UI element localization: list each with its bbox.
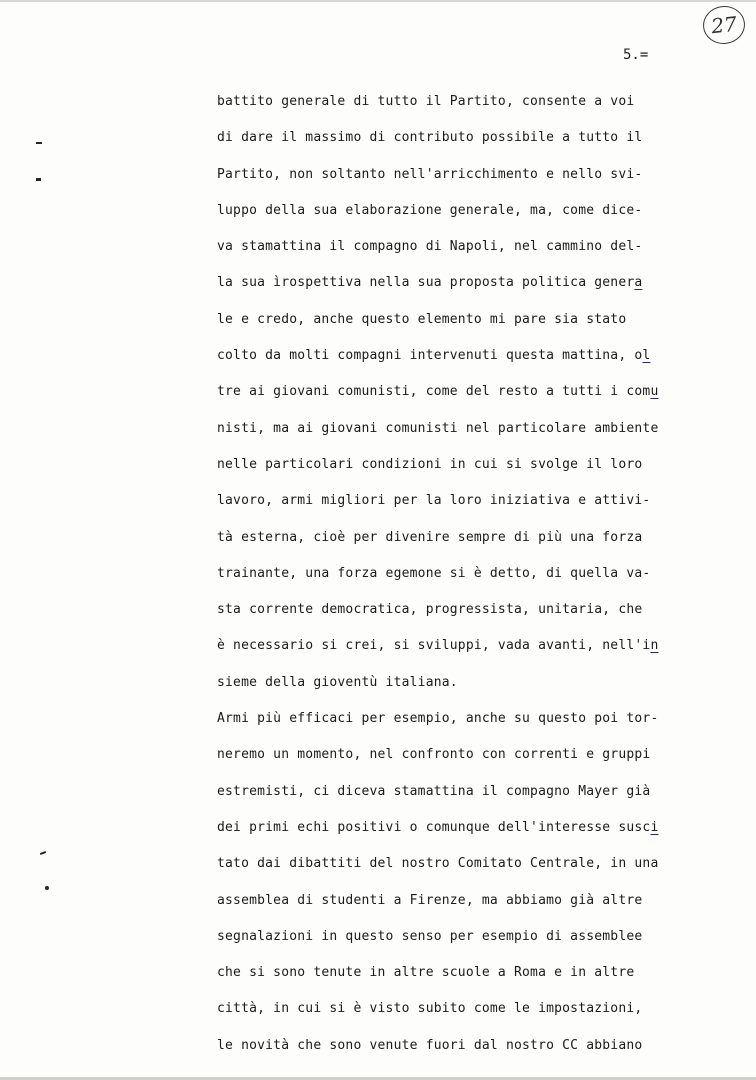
text-line: trainante, una forza egemone si è detto, di quella va- xyxy=(217,565,651,581)
text-line: le e credo, anche questo elemento mi pare sia stato xyxy=(217,311,627,327)
text-line: città, in cui si è visto subito come le impostazioni, xyxy=(217,1001,643,1017)
text-line: va stamattina il compagno di Napoli, nel cammino del- xyxy=(217,239,643,255)
text-line: tato dai dibattiti del nostro Comitato Centrale, in una xyxy=(217,856,659,872)
text-line: lavoro, armi migliori per la loro iniziativa e attivi- xyxy=(217,493,651,509)
text-line: che si sono tenute in altre scuole a Roma e in altre xyxy=(217,965,635,981)
typewritten-body-text xyxy=(217,89,737,1069)
text-line: nelle particolari condizioni in cui si svolge il loro xyxy=(217,456,643,472)
margin-mark xyxy=(40,851,46,855)
underlined-letter: i xyxy=(650,819,659,835)
text-line: assemblea di studenti a Firenze, ma abbiamo già altre xyxy=(217,892,643,908)
text-line: battito generale di tutto il Partito, consente a voi xyxy=(217,94,635,109)
underlined-letter: n xyxy=(650,638,659,654)
text-line: sta corrente democratica, progressista, unitaria, che xyxy=(217,602,643,618)
text-line: di dare il massimo di contributo possibile a tutto il xyxy=(217,130,643,146)
text-line: tre ai giovani comunisti, come del resto a tutti i comu xyxy=(217,384,659,400)
underlined-letter: u xyxy=(650,384,659,400)
margin-mark xyxy=(36,178,41,181)
underlined-letter: a xyxy=(634,275,643,291)
text-line: dei primi echi positivi o comunque dell'interesse susci xyxy=(217,819,659,835)
underlined-letter: l xyxy=(642,348,651,364)
text-line: estremisti, ci diceva stamattina il compagno Mayer già xyxy=(217,783,651,799)
margin-mark xyxy=(45,886,49,890)
text-line: è necessario si crei, si sviluppi, vada avanti, nell'in xyxy=(217,638,659,654)
text-line: sieme della gioventù italiana. xyxy=(217,674,458,690)
text-line: nisti, ma ai giovani comunisti nel particolare ambiente xyxy=(217,420,659,436)
text-line: Partito, non soltanto nell'arricchimento e nello svi- xyxy=(217,166,643,182)
text-line: le novità che sono venute fuori dal nostro CC abbiano xyxy=(217,1037,643,1053)
text-line: segnalazioni in questo senso per esempio di assemblee xyxy=(217,928,643,944)
page-top-edge xyxy=(0,0,756,2)
text-line: Armi più efficaci per esempio, anche su questo poi tor- xyxy=(217,711,659,727)
text-line: neremo un momento, nel confronto con correnti e gruppi xyxy=(217,747,651,763)
text-line: luppo della sua elaborazione generale, ma, come dice- xyxy=(217,202,643,218)
text-line: tà esterna, cioè per divenire sempre di più una forza xyxy=(217,529,643,545)
page-number: 5.= xyxy=(623,47,649,63)
archive-stamp-circled-number: 27 xyxy=(701,4,747,46)
text-line: la sua ìrospettiva nella sua proposta politica genera xyxy=(217,275,643,291)
margin-mark xyxy=(36,142,42,144)
text-line: colto da molti compagni intervenuti questa mattina, ol xyxy=(217,348,651,364)
